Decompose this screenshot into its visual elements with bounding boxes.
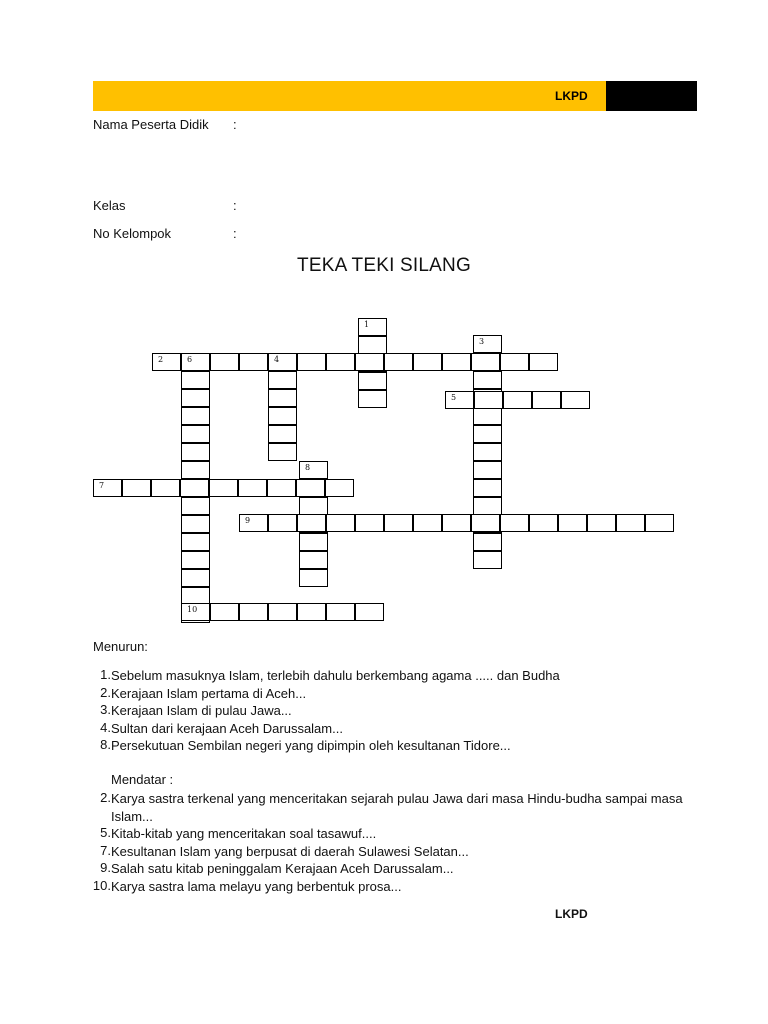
crossword-cell-number: 5 <box>451 393 457 402</box>
crossword-cell[interactable] <box>209 479 238 497</box>
crossword-cell[interactable] <box>181 407 210 425</box>
field-kelas-colon: : <box>233 198 237 213</box>
crossword-cell[interactable] <box>500 353 529 371</box>
crossword-cell[interactable] <box>181 515 210 533</box>
clue-text: Kitab-kitab yang menceritakan soal tasawuf.... <box>111 826 377 841</box>
crossword-cell[interactable] <box>268 443 297 461</box>
clue-number: 2. <box>100 685 111 700</box>
crossword-cell[interactable] <box>122 479 151 497</box>
crossword-cell[interactable] <box>181 443 210 461</box>
page-title: TEKA TEKI SILANG <box>297 255 471 276</box>
clue-number: 10. <box>92 878 111 893</box>
clue-text: Salah satu kitab peninggalam Kerajaan Aceh Darussalam... <box>111 861 454 876</box>
clue-text: Karya sastra lama melayu yang berbentuk prosa... <box>111 879 402 894</box>
clue-number: 4. <box>100 720 111 735</box>
crossword-cell[interactable] <box>561 391 590 409</box>
crossword-cell[interactable] <box>616 514 645 532</box>
field-nama-label: Nama Peserta Didik <box>93 117 209 132</box>
crossword-cell[interactable] <box>473 479 502 497</box>
clue-number: 7. <box>100 843 111 858</box>
crossword-cell[interactable] <box>181 569 210 587</box>
crossword-cell[interactable] <box>473 443 502 461</box>
crossword-cell-2[interactable] <box>152 353 181 371</box>
crossword-cell-number: 8 <box>305 463 311 472</box>
clue-number: 2. <box>100 790 111 805</box>
crossword-cell-9[interactable] <box>239 514 268 532</box>
field-nama-colon: : <box>233 117 237 132</box>
crossword-cell[interactable] <box>471 353 500 371</box>
crossword-cell-number: 1 <box>364 320 370 329</box>
crossword-cell[interactable] <box>267 479 296 497</box>
clue-text: Kesultanan Islam yang berpusat di daerah Sulawesi Selatan... <box>111 844 469 859</box>
crossword-cell[interactable] <box>413 514 442 532</box>
header-label: LKPD <box>555 89 588 103</box>
crossword-cell[interactable] <box>558 514 587 532</box>
clue-across-10 <box>86 878 686 893</box>
clue-text: Kerajaan Islam pertama di Aceh... <box>111 686 307 701</box>
crossword-cell[interactable] <box>325 479 354 497</box>
footer-label: LKPD <box>555 907 588 921</box>
clue-number: 5. <box>100 825 111 840</box>
crossword-cell[interactable] <box>299 551 328 569</box>
crossword-cell-10[interactable] <box>181 603 210 621</box>
crossword-cell-4[interactable] <box>268 353 297 371</box>
crossword-cell-3[interactable] <box>473 335 502 353</box>
crossword-cell[interactable] <box>297 603 326 621</box>
crossword-cell[interactable] <box>471 514 500 532</box>
clue-number: 9. <box>100 860 111 875</box>
crossword-cell-5[interactable] <box>445 391 474 409</box>
crossword-cell[interactable] <box>473 425 502 443</box>
crossword-cell[interactable] <box>299 497 328 515</box>
crossword-cell-6[interactable] <box>181 353 210 371</box>
clue-down-8 <box>86 737 686 752</box>
clue-number: 1. <box>100 667 111 682</box>
crossword-cell[interactable] <box>180 479 209 497</box>
crossword-cell-number: 6 <box>187 355 193 364</box>
crossword-cell[interactable] <box>210 603 239 621</box>
crossword-cell-number: 9 <box>245 516 251 525</box>
crossword-cell-1[interactable] <box>358 318 387 336</box>
crossword-cell[interactable] <box>358 372 387 390</box>
crossword-cell[interactable] <box>384 353 413 371</box>
crossword-cell[interactable] <box>268 407 297 425</box>
crossword-cell[interactable] <box>181 425 210 443</box>
crossword-cell[interactable] <box>503 391 532 409</box>
crossword-cell[interactable] <box>296 479 325 497</box>
crossword-cell[interactable] <box>268 603 297 621</box>
crossword-cell[interactable] <box>297 514 326 532</box>
crossword-cell[interactable] <box>358 390 387 408</box>
crossword-cell[interactable] <box>355 353 384 371</box>
crossword-cell[interactable] <box>181 371 210 389</box>
crossword-cell[interactable] <box>326 514 355 532</box>
clue-number: 8. <box>100 737 111 752</box>
crossword-cell-number: 7 <box>99 481 105 490</box>
crossword-cell[interactable] <box>384 514 413 532</box>
crossword-cell[interactable] <box>587 514 616 532</box>
crossword-cell-number: 10 <box>187 605 198 614</box>
crossword-cell[interactable] <box>268 389 297 407</box>
crossword-cell[interactable] <box>181 533 210 551</box>
crossword-cell[interactable] <box>181 389 210 407</box>
clue-text: Karya sastra terkenal yang menceritakan sejarah pulau Jawa dari masa Hindu-budha sampai masa Islam... <box>111 791 683 824</box>
crossword-cell[interactable] <box>500 514 529 532</box>
crossword-cell[interactable] <box>268 371 297 389</box>
clue-number: 3. <box>100 702 111 717</box>
clue-down-1 <box>86 667 686 682</box>
clue-across-7 <box>86 843 686 858</box>
crossword-cell[interactable] <box>181 551 210 569</box>
clue-down-3 <box>86 702 686 717</box>
menurun-heading: Menurun: <box>93 639 148 654</box>
crossword-cell-number: 4 <box>274 355 280 364</box>
crossword-cell[interactable] <box>210 353 239 371</box>
crossword-cell[interactable] <box>297 353 326 371</box>
crossword-cell[interactable] <box>473 461 502 479</box>
crossword-cell[interactable] <box>358 336 387 354</box>
crossword-cell[interactable] <box>442 353 471 371</box>
crossword-cell[interactable] <box>413 353 442 371</box>
clue-text: Sebelum masuknya Islam, terlebih dahulu berkembang agama ..... dan Budha <box>111 668 560 683</box>
crossword-cell[interactable] <box>268 425 297 443</box>
crossword-cell[interactable] <box>473 497 502 515</box>
crossword-cell[interactable] <box>473 551 502 569</box>
crossword-cell[interactable] <box>645 514 674 532</box>
crossword-cell-7[interactable] <box>93 479 122 497</box>
clue-text: Sultan dari kerajaan Aceh Darussalam... <box>111 721 343 736</box>
field-kelompok-colon: : <box>233 226 237 241</box>
crossword-cell[interactable] <box>532 391 561 409</box>
clue-text: Kerajaan Islam di pulau Jawa... <box>111 703 292 718</box>
crossword-cell[interactable] <box>299 533 328 551</box>
crossword-cell[interactable] <box>474 391 503 409</box>
crossword-cell[interactable] <box>239 353 268 371</box>
crossword-cell[interactable] <box>355 603 384 621</box>
crossword-cell[interactable] <box>442 514 471 532</box>
field-kelas-label: Kelas <box>93 198 126 213</box>
crossword-cell-number: 3 <box>479 337 485 346</box>
crossword-cell[interactable] <box>181 497 210 515</box>
clue-across-9 <box>86 860 686 875</box>
crossword-cell[interactable] <box>326 603 355 621</box>
clue-down-4 <box>86 720 686 735</box>
clue-text: Persekutuan Sembilan negeri yang dipimpin oleh kesultanan Tidore... <box>111 738 511 753</box>
crossword-cell[interactable] <box>473 533 502 551</box>
clue-down-2 <box>86 685 686 700</box>
crossword-cell[interactable] <box>326 353 355 371</box>
crossword-cell[interactable] <box>239 603 268 621</box>
crossword-cell[interactable] <box>181 461 210 479</box>
crossword-cell[interactable] <box>529 514 558 532</box>
crossword-cell[interactable] <box>529 353 558 371</box>
crossword-cell[interactable] <box>268 514 297 532</box>
crossword-cell[interactable] <box>473 407 502 425</box>
crossword-cell[interactable] <box>355 514 384 532</box>
field-kelompok-label: No Kelompok <box>93 226 172 241</box>
crossword-cell-number: 2 <box>158 355 164 364</box>
mendatar-heading: Mendatar : <box>111 772 174 787</box>
crossword-cell[interactable] <box>299 569 328 587</box>
crossword-cell-8[interactable] <box>299 461 328 479</box>
clue-across-2 <box>86 790 686 824</box>
crossword-cell[interactable] <box>473 371 502 389</box>
crossword-cell[interactable] <box>238 479 267 497</box>
crossword-cell[interactable] <box>151 479 180 497</box>
clue-across-5 <box>86 825 686 840</box>
